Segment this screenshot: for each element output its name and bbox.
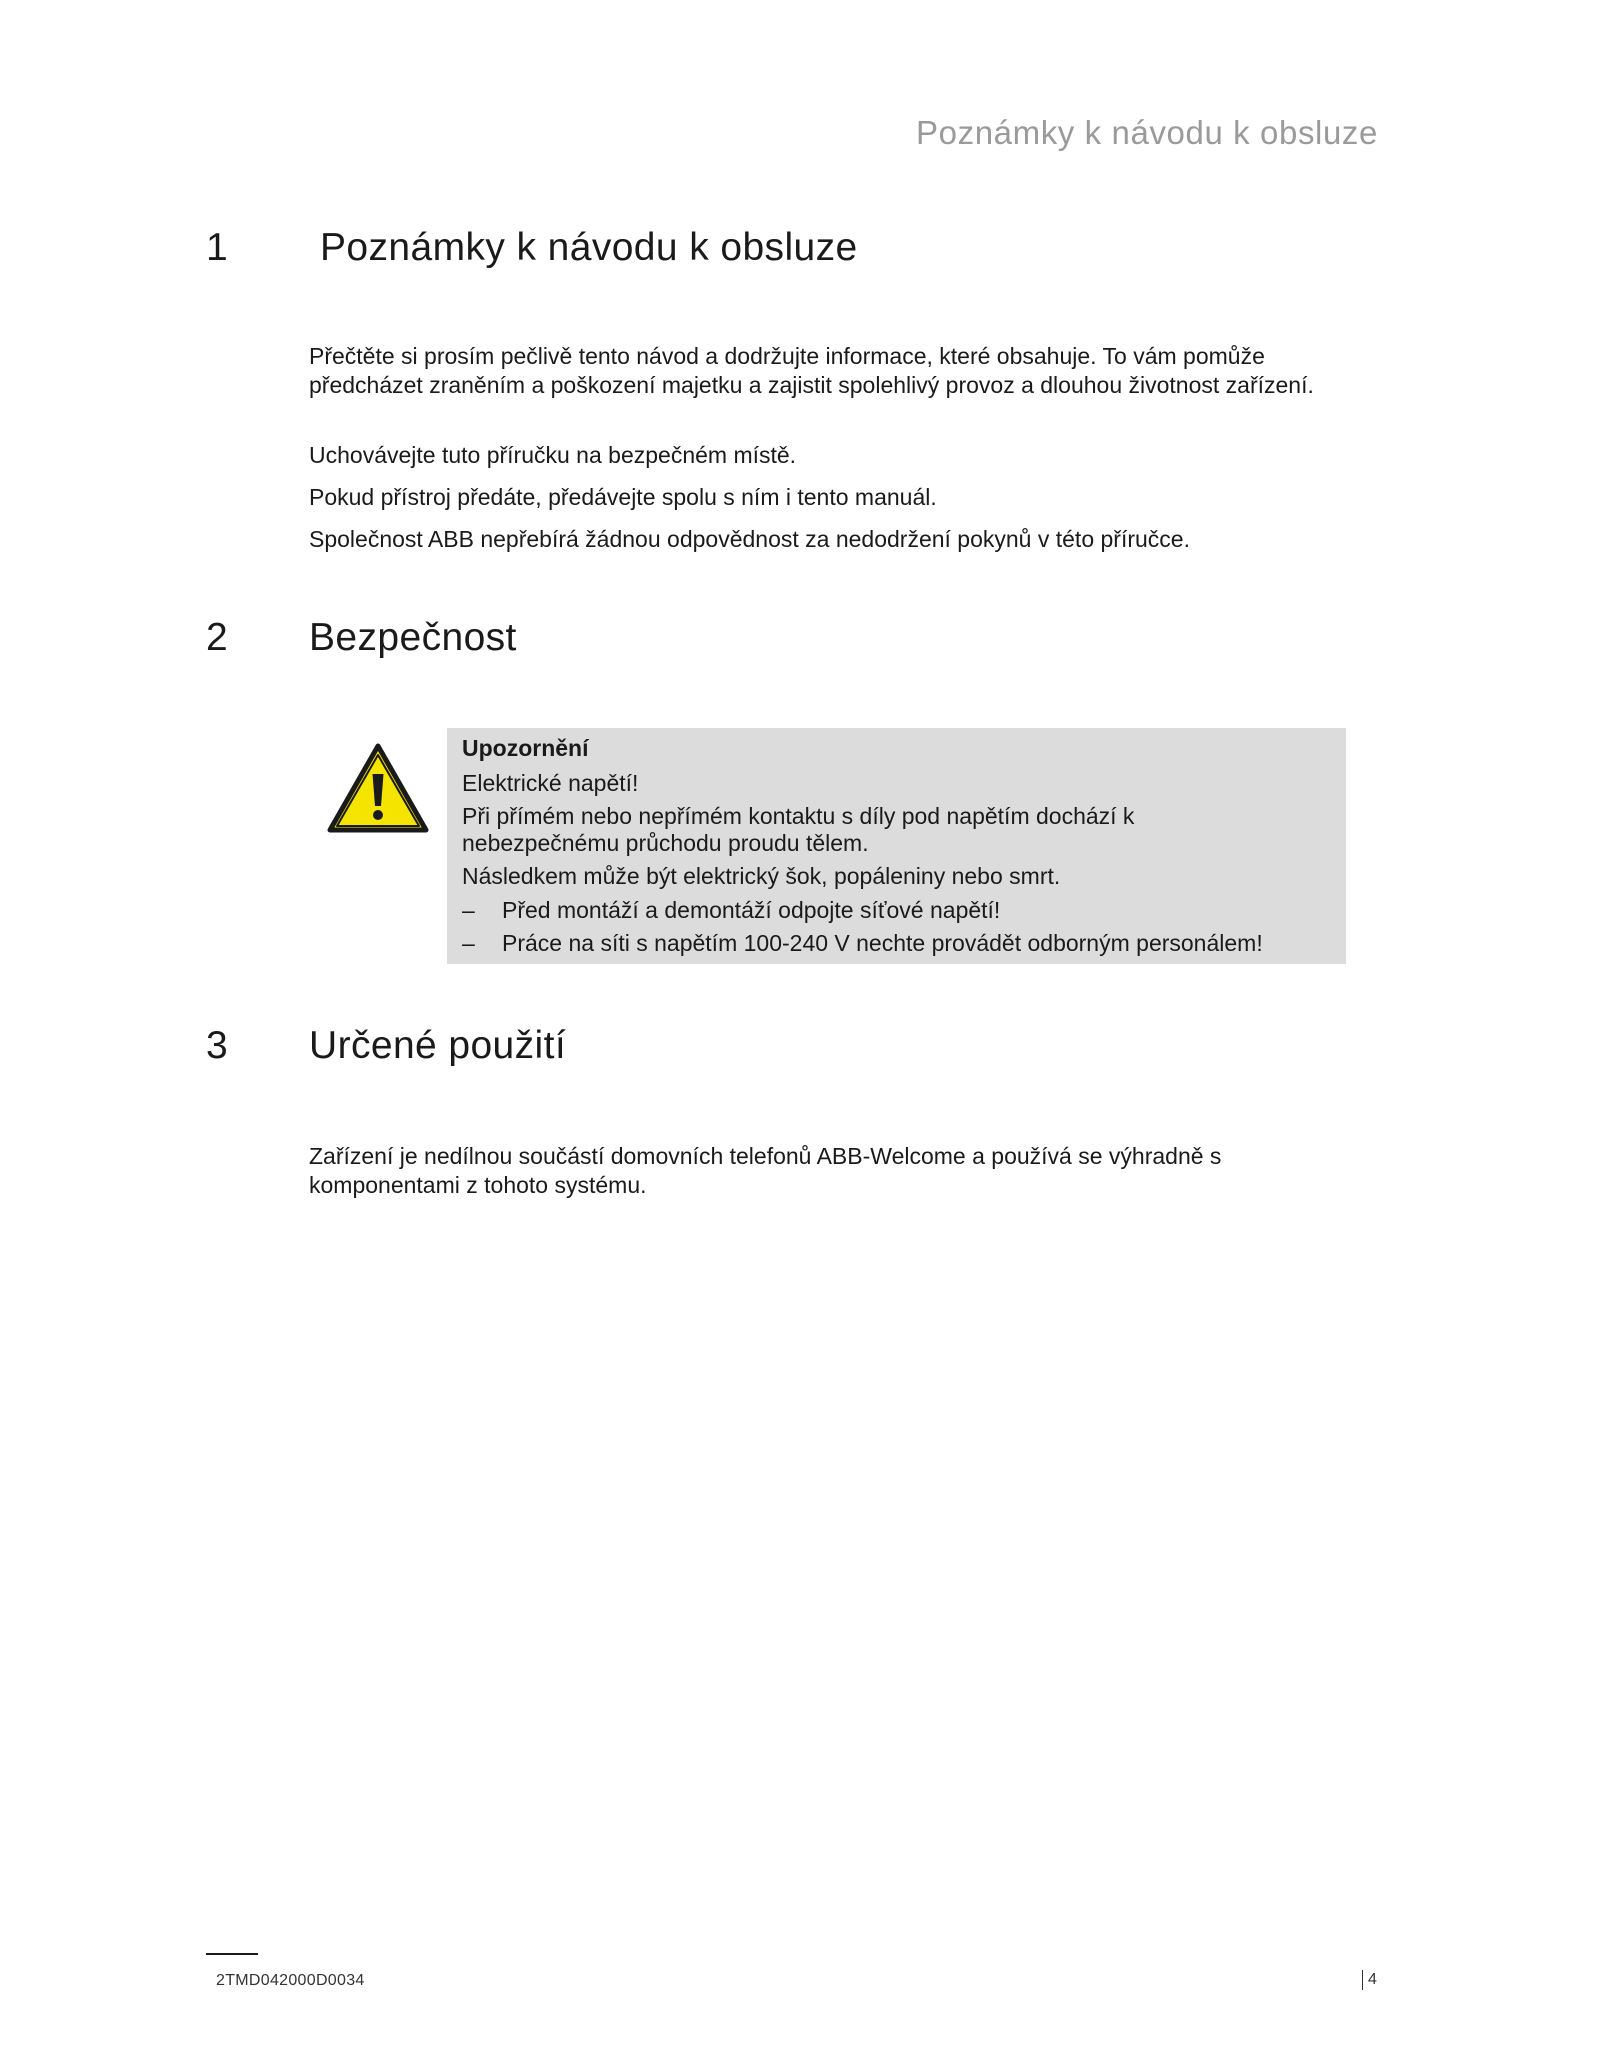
- warning-text: Elektrické napětí!: [462, 770, 639, 796]
- warning-text: nebezpečnému průchodu proudu tělem.: [462, 830, 869, 856]
- document-number: 2TMD042000D0034: [216, 1972, 365, 1989]
- paragraph: Společnost ABB nepřebírá žádnou odpovědnost za nedodržení pokynů v této příručce.: [309, 526, 1190, 552]
- bullet-text: Práce na síti s napětím 100-240 V nechte provádět odborným personálem!: [502, 930, 1263, 956]
- running-header: Poznámky k návodu k obsluze: [916, 114, 1378, 151]
- bullet-marker: –: [462, 897, 475, 923]
- bullet-text: Před montáží a demontáží odpojte síťové napětí!: [502, 897, 1001, 923]
- section-title: Bezpečnost: [309, 616, 517, 659]
- bullet-marker: –: [462, 930, 475, 956]
- footer-rule: [206, 1953, 258, 1955]
- section-number: 1: [206, 226, 229, 269]
- paragraph: Zařízení je nedílnou součástí domovních telefonů ABB-Welcome a používá se výhradně s komponentami z tohoto systému.: [309, 1143, 1222, 1198]
- section-title: Určené použití: [309, 1024, 567, 1067]
- page-number: [1362, 1970, 1377, 1990]
- page-number-value: 4: [1368, 1971, 1377, 1989]
- section-title: Poznámky k návodu k obsluze: [320, 226, 858, 269]
- section-number: 3: [206, 1024, 229, 1067]
- warning-title: Upozornění: [462, 735, 589, 761]
- warning-text: Následkem může být elektrický šok, popáleniny nebo smrt.: [462, 863, 1061, 889]
- page-divider: [1362, 1970, 1363, 1990]
- warning-box: [447, 728, 1346, 964]
- warning-text: Při přímém nebo nepřímém kontaktu s díly pod napětím dochází k: [462, 803, 1135, 829]
- warning-triangle-icon: [326, 742, 430, 836]
- paragraph: Pokud přístroj předáte, předávejte spolu s ním i tento manuál.: [309, 484, 937, 510]
- paragraph: Uchovávejte tuto příručku na bezpečném místě.: [309, 442, 797, 468]
- paragraph: Přečtěte si prosím pečlivě tento návod a dodržujte informace, které obsahuje. To vám pomůže předcházet zraněním a poškození majetku a zajistit spolehlivý provoz a dlouhou životnost zařízení.: [309, 343, 1314, 398]
- section-number: 2: [206, 616, 229, 659]
